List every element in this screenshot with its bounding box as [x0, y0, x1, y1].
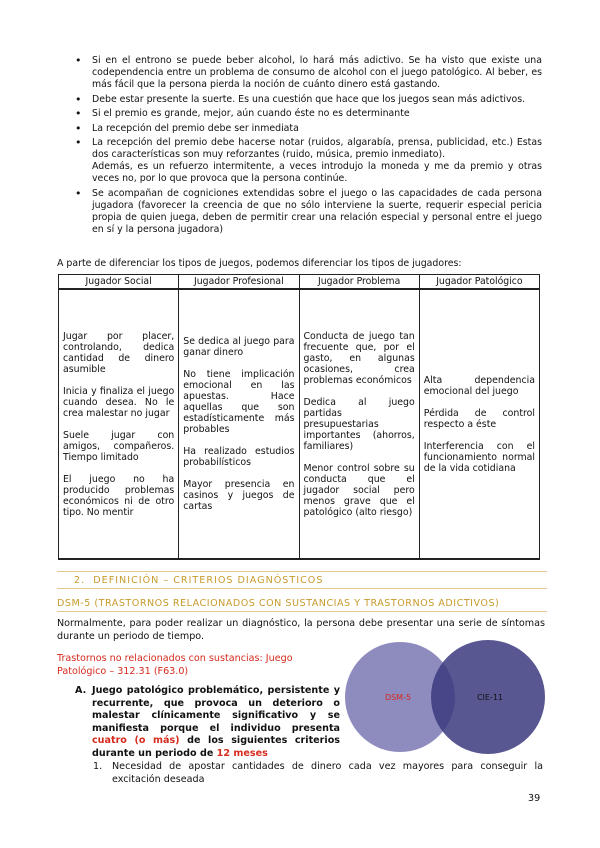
cell-text: Alta dependencia emocional del juego	[423, 374, 535, 397]
disorder-title: Trastornos no relacionados con sustancias: Juego Patológico – 312.31 (F63.0)	[57, 653, 293, 677]
bullet-item	[72, 55, 542, 91]
cell-problema	[299, 289, 419, 559]
bullet-text: • Si en el entrono se puede beber alcohol, lo hará más adictivo. Se ha visto que existe una codependencia entre un problema de consumo de alcohol con el juego patológico. Al beber, es más fácil que la persona pierda la noción de cuánto dinero está gastando.	[92, 55, 542, 90]
cell-text: Menor control sobre su conducta que el jugador social pero menos grave que el patológico (alto riesgo)	[303, 462, 415, 518]
header-social: Jugador Social	[59, 275, 179, 290]
section-title: DEFINICIÓN – CRITERIOS DIAGNÓSTICOS	[93, 575, 324, 586]
section-divider	[57, 571, 547, 572]
cell-text: Jugar por placer, controlando, dedica cantidad de dinero asumible	[63, 330, 175, 375]
cell-patologico	[419, 289, 539, 559]
item-text: Necesidad de apostar cantidades de dinero cada vez mayores para conseguir la excitación deseada	[112, 761, 543, 785]
cell-text: Inicia y finaliza el juego cuando desea. No le crea malestar no jugar	[63, 385, 175, 419]
cell-text: No tiene implicación emocional en las apuestas. Hace aquellas que son estadísticamente más probables	[183, 369, 295, 435]
criterion-body	[92, 685, 340, 760]
venn-label-dsm: DSM-5	[384, 693, 412, 702]
bullet-list	[72, 55, 542, 239]
bullet-item	[72, 94, 542, 106]
criterion-text: de los siguientes criterios durante un periodo de	[92, 735, 340, 759]
criterion-letter: A.	[75, 685, 87, 696]
cell-text: Suele jugar con amigos, compañeros. Tiempo limitado	[63, 429, 175, 463]
header-problema: Jugador Problema	[299, 275, 419, 290]
subsection-heading: DSM-5 (TRASTORNOS RELACIONADOS CON SUSTANCIAS Y TRASTORNOS ADICTIVOS)	[57, 598, 547, 612]
item-number: 1.	[93, 761, 103, 772]
bullet-text: • Se acompañan de cogniciones extendidas sobre el juego o las capacidades de cada persona jugadora (favorecer la creencia de que no sólo interviene la suerte, requerir especial pericia propia de quien juega, deben de permitir crear una relación especial y personal entre el juego en sí y la persona jugadora)	[92, 187, 542, 235]
bullet-text: • La recepción del premio debe ser inmediata	[92, 122, 299, 134]
bullet-text: Además, es un refuerzo intermitente, a veces introdujo la moneda y me da premio y otras veces no, por lo que provoca que la persona continúe.	[92, 161, 542, 185]
table-intro: A parte de diferenciar los tipos de juegos, podemos diferenciar los tipos de jugadores:	[57, 258, 462, 269]
cell-text: Mayor presencia en casinos y juegos de cartas	[183, 479, 295, 512]
cell-profesional	[179, 289, 299, 559]
cell-text: Se dedica al juego para ganar dinero	[183, 336, 295, 358]
bullet-text: • La recepción del premio debe hacerse notar (ruidos, algarabía, prensa, publicidad, etc.) Estas dos características son muy reforzantes (ruido, música, premio inmediato).	[92, 137, 542, 161]
venn-diagram	[340, 640, 550, 755]
criterion-highlight-count: cuatro (o más)	[92, 735, 180, 746]
bullet-item	[72, 137, 542, 185]
page-number: 39	[528, 793, 541, 804]
table-header-row	[59, 275, 540, 290]
cell-text: Ha realizado estudios probabilísticos	[183, 446, 295, 468]
criterion-a	[75, 685, 340, 760]
section-heading	[57, 575, 547, 589]
cell-text: Interferencia con el funcionamiento normal de la vida cotidiana	[423, 440, 535, 474]
header-profesional: Jugador Profesional	[179, 275, 299, 290]
criterion-item	[93, 760, 543, 786]
cell-text: Conducta de juego tan frecuente que, por el gasto, en algunas ocasiones, crea problemas económicos	[303, 330, 415, 386]
bullet-item	[72, 123, 542, 135]
bullet-item	[72, 188, 542, 236]
player-types-table	[58, 274, 540, 560]
table-row	[59, 289, 540, 559]
criterion-highlight-period: 12 meses	[216, 747, 268, 759]
cell-text: Dedica al juego partidas presupuestarias importantes (ahorros, familiares)	[303, 396, 415, 452]
cell-text: El juego no ha producido problemas económicos ni de otro tipo. No mentir	[63, 473, 175, 518]
intro-paragraph: Normalmente, para poder realizar un diagnóstico, la persona debe presentar una serie de síntomas durante un periodo de tiempo.	[57, 618, 545, 642]
cell-text: Pérdida de control respecto a éste	[423, 407, 535, 430]
venn-label-cie: CIE-11	[476, 693, 504, 702]
header-patologico: Jugador Patológico	[419, 275, 539, 290]
section-number: 2.	[74, 575, 86, 586]
criterion-text: Juego patológico problemático, persistente y recurrente, que provoca un deterioro o malestar clínicamente significativo y se manifiesta porque el individuo presenta	[92, 685, 340, 734]
cell-social	[59, 289, 179, 559]
bullet-item	[72, 108, 542, 120]
bullet-text: • Debe estar presente la suerte. Es una cuestión que hace que los juegos sean más adictivos.	[92, 93, 526, 105]
bullet-text: • Si el premio es grande, mejor, aún cuando éste no es determinante	[92, 108, 410, 120]
